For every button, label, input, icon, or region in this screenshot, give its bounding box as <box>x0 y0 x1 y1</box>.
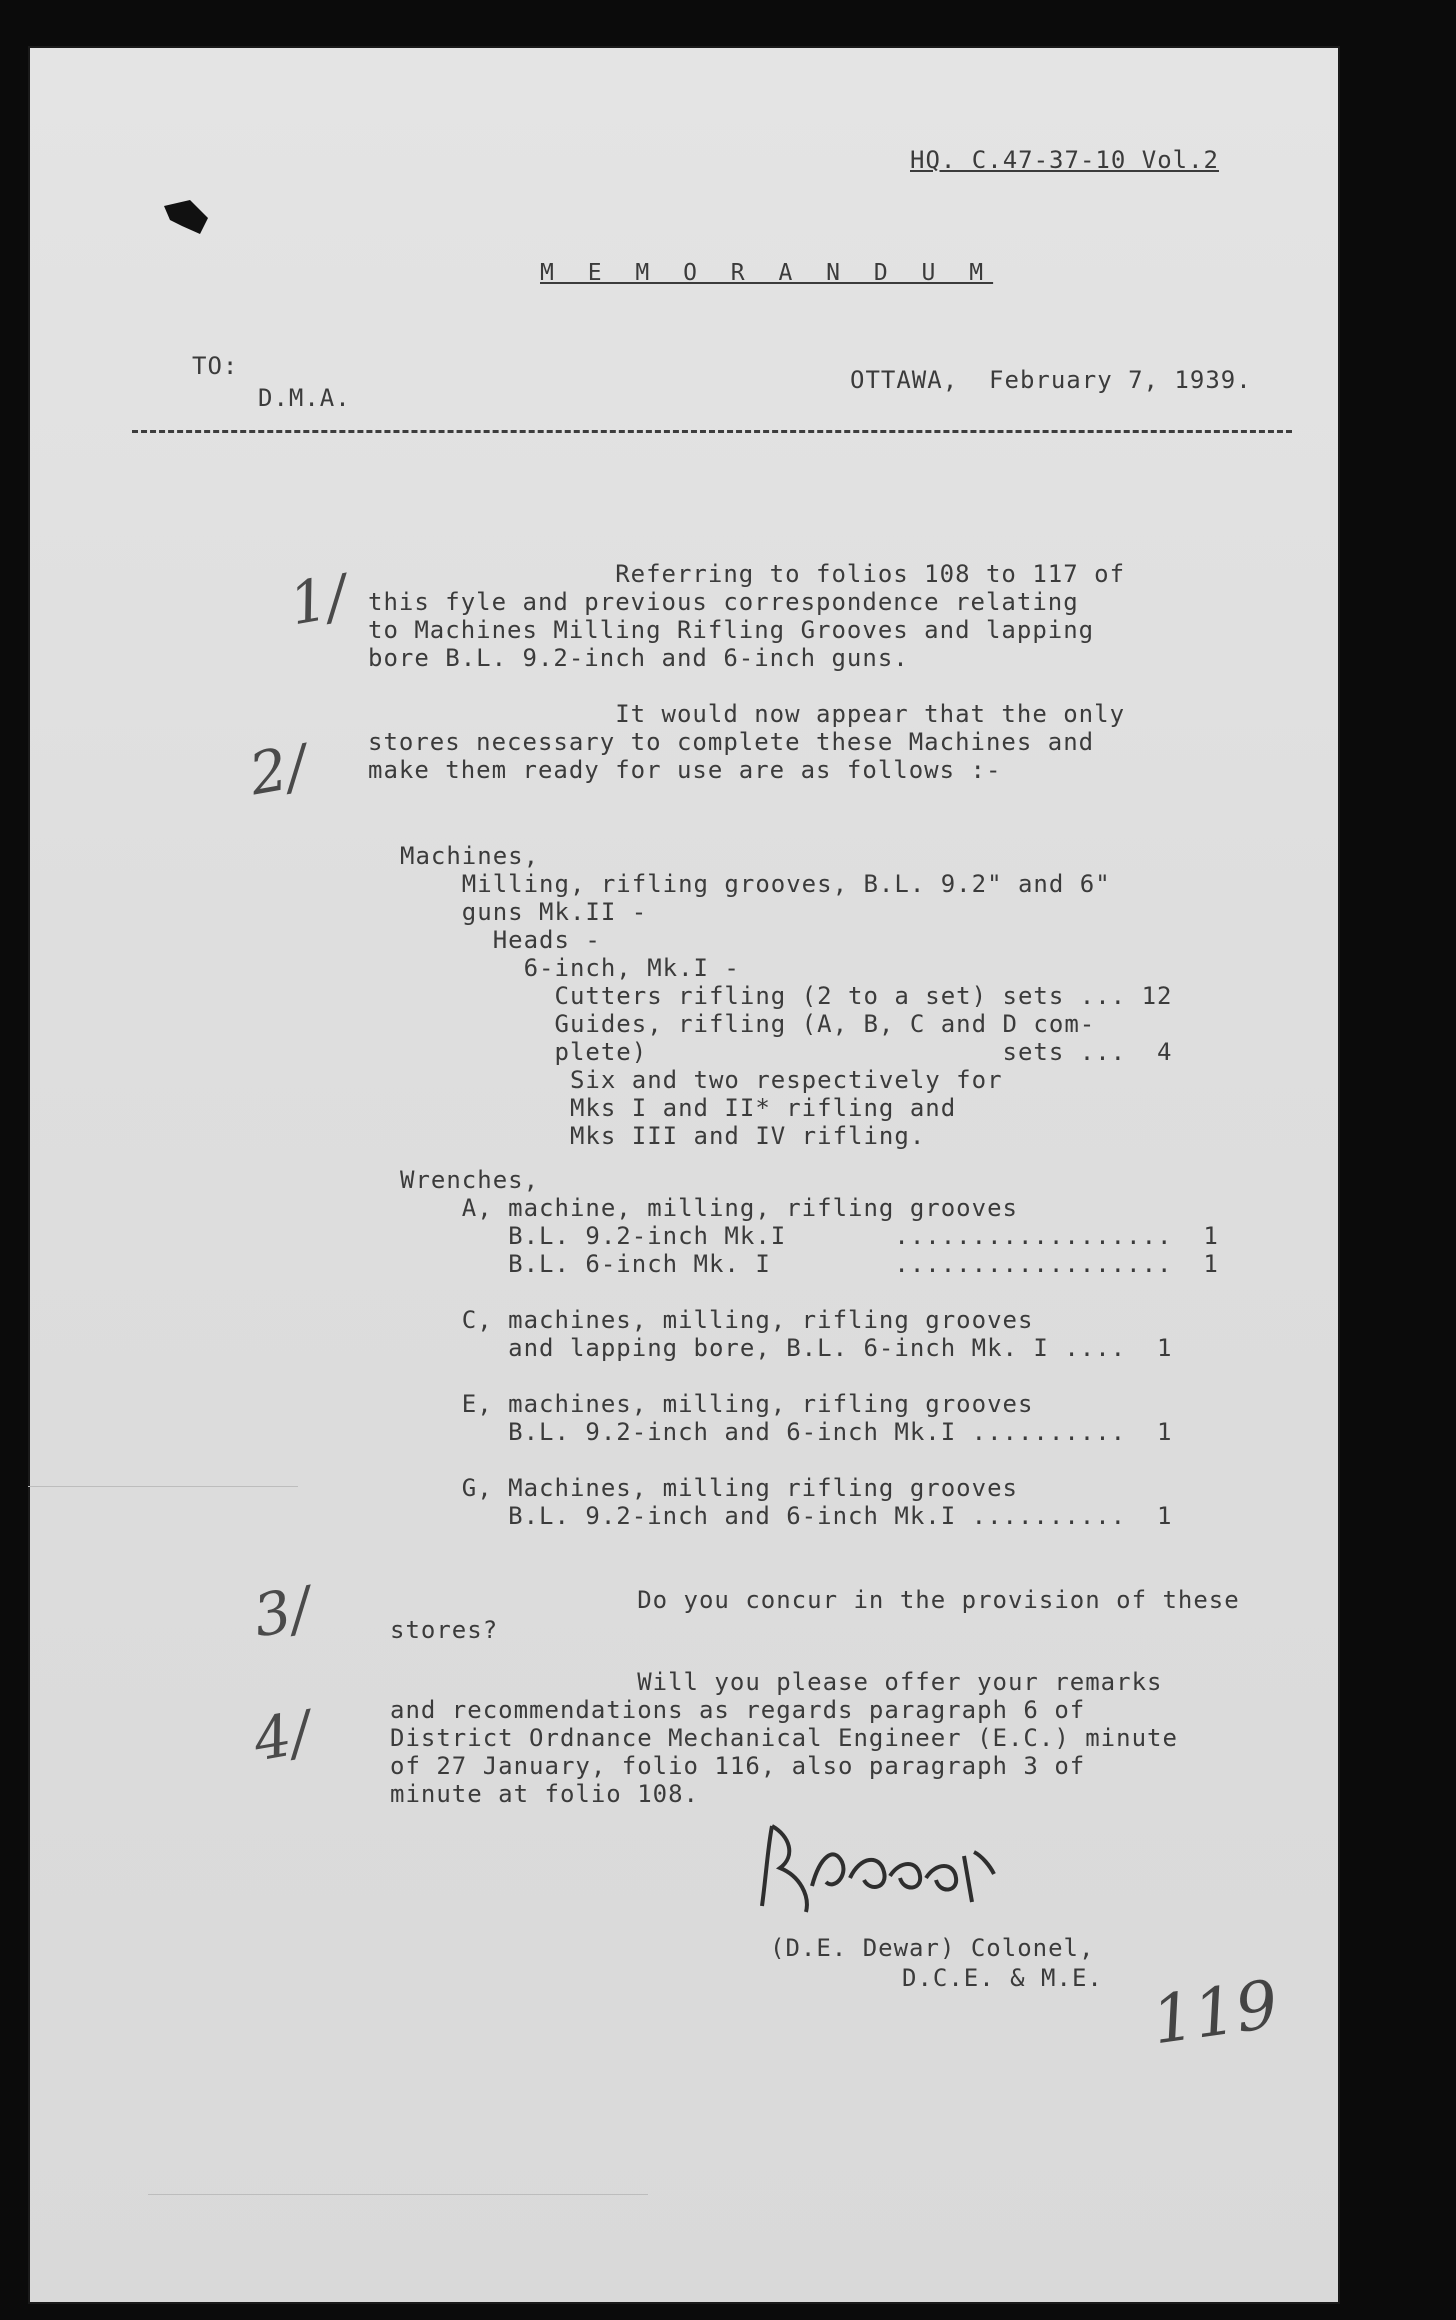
list-line: Cutters rifling (2 to a set) sets ... 12 <box>400 982 1173 1010</box>
list-line: plete) sets ... 4 <box>400 1038 1173 1066</box>
list-line: A, machine, milling, rifling grooves <box>400 1194 1018 1222</box>
list-line: Six and two respectively for <box>400 1066 1003 1094</box>
list-line: and lapping bore, B.L. 6-inch Mk. I .... 1 <box>400 1334 1173 1362</box>
list-line: Wrenches, <box>400 1166 540 1194</box>
list-line: G, Machines, milling rifling grooves <box>400 1474 1018 1502</box>
header-rule <box>132 430 1292 433</box>
paragraph-mark-1: 1/ <box>284 561 352 639</box>
paragraph-mark-3: 3/ <box>248 1573 316 1651</box>
to-recipient: D.M.A. <box>258 384 351 412</box>
file-reference: HQ. C.47-37-10 Vol.2 <box>910 146 1219 174</box>
list-line: Milling, rifling grooves, B.L. 9.2" and 6" <box>400 870 1111 898</box>
list-line: B.L. 6-inch Mk. I .................. 1 <box>400 1250 1219 1278</box>
body-line: Referring to folios 108 to 117 of <box>368 560 1126 588</box>
list-line: 6-inch, Mk.I - <box>400 954 740 982</box>
list-line: B.L. 9.2-inch and 6-inch Mk.I .......... 1 <box>400 1418 1173 1446</box>
closing-line: Will you please offer your remarks <box>390 1668 1163 1696</box>
body-line: this fyle and previous correspondence relating <box>368 588 1079 616</box>
handwritten-folio-number: 119 <box>1147 1965 1283 2060</box>
body-line: It would now appear that the only <box>368 700 1126 728</box>
body-line: bore B.L. 9.2-inch and 6-inch guns. <box>368 644 909 672</box>
closing-line: Do you concur in the provision of these <box>390 1586 1240 1614</box>
list-line: C, machines, milling, rifling grooves <box>400 1306 1034 1334</box>
body-line: make them ready for use are as follows :- <box>368 756 1002 784</box>
list-line: Mks I and II* rifling and <box>400 1094 957 1122</box>
list-line: guns Mk.II - <box>400 898 648 926</box>
ink-smudge <box>160 196 220 246</box>
to-label: TO: <box>192 352 239 380</box>
list-line: Machines, <box>400 842 540 870</box>
handwritten-signature <box>750 1816 1070 1926</box>
scan-scratch <box>148 2194 648 2195</box>
closing-line: of 27 January, folio 116, also paragraph 3 of <box>390 1752 1086 1780</box>
signatory-title: D.C.E. & M.E. <box>902 1964 1103 1992</box>
signatory-name: (D.E. Dewar) Colonel, <box>770 1934 1095 1962</box>
list-line: Mks III and IV rifling. <box>400 1122 926 1150</box>
closing-line: and recommendations as regards paragraph 6 of <box>390 1696 1086 1724</box>
closing-line: stores? <box>390 1616 499 1644</box>
body-line: to Machines Milling Rifling Grooves and lapping <box>368 616 1095 644</box>
memorandum-page <box>28 46 1340 2304</box>
closing-line: District Ordnance Mechanical Engineer (E.C.) minute <box>390 1724 1178 1752</box>
closing-line: minute at folio 108. <box>390 1780 699 1808</box>
list-line: E, machines, milling, rifling grooves <box>400 1390 1034 1418</box>
place-and-date: OTTAWA, February 7, 1939. <box>850 366 1252 394</box>
body-line: stores necessary to complete these Machines and <box>368 728 1095 756</box>
list-line: B.L. 9.2-inch Mk.I .................. 1 <box>400 1222 1219 1250</box>
list-line: B.L. 9.2-inch and 6-inch Mk.I .......... 1 <box>400 1502 1173 1530</box>
list-line: Guides, rifling (A, B, C and D com- <box>400 1010 1096 1038</box>
memo-title: M E M O R A N D U M <box>540 260 994 286</box>
paragraph-mark-4: 4/ <box>248 1697 316 1775</box>
paragraph-mark-2: 2/ <box>244 731 312 809</box>
scan-scratch <box>28 1486 298 1487</box>
list-line: Heads - <box>400 926 601 954</box>
